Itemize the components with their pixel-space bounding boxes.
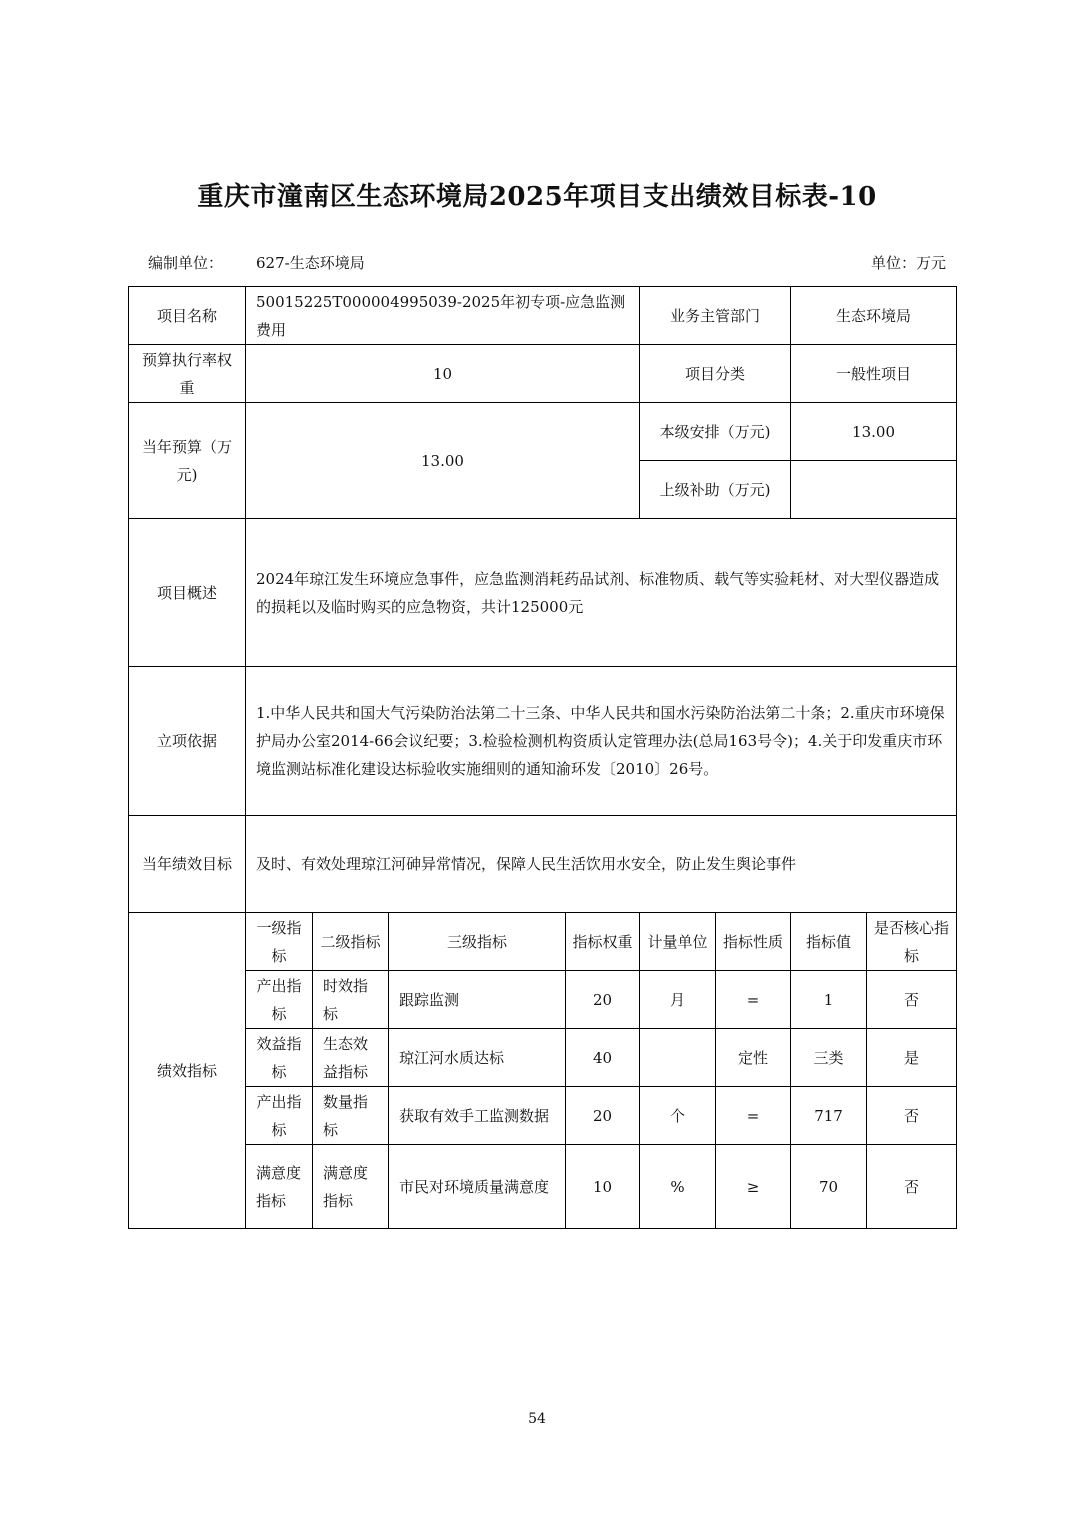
indicator-weight: 20 [566,1087,640,1145]
row-project-name [129,287,957,345]
indicator-core: 否 [867,971,957,1029]
project-name-label: 项目名称 [129,287,246,345]
basis-label: 立项依据 [129,667,246,816]
indicator-row [129,1087,957,1145]
row-overview [129,519,957,667]
indicator-level2: 时效指标 [313,971,389,1029]
header-level2: 二级指标 [313,913,389,971]
indicator-level1: 产出指标 [246,971,313,1029]
indicator-weight: 10 [566,1145,640,1229]
indicator-nature: 定性 [716,1029,791,1087]
header-value: 指标值 [791,913,867,971]
basis-value: 1.中华人民共和国大气污染防治法第二十三条、中华人民共和国水污染防治法第二十条；2.重庆市环境保护局办公室2014-66会议纪要；3.检验检测机构资质认定管理办法(总局163号令)；4.关于印发重庆市环境监测站标准化建设达标验收实施细则的通知渝环发〔2010〕26号。 [246,667,957,816]
budget-label: 当年预算（万元) [129,403,246,519]
indicator-core: 否 [867,1087,957,1145]
category-value: 一般性项目 [791,345,957,403]
indicator-core: 是 [867,1029,957,1087]
overview-label: 项目概述 [129,519,246,667]
weight-value: 10 [246,345,640,403]
row-goal [129,816,957,913]
category-label: 项目分类 [640,345,791,403]
indicator-level2: 满意度指标 [313,1145,389,1229]
budget-value: 13.00 [246,403,640,519]
indicator-weight: 20 [566,971,640,1029]
page-title: 重庆市潼南区生态环境局2025年项目支出绩效目标表-10 [197,182,877,212]
local-value: 13.00 [791,403,957,461]
indicator-row [129,1029,957,1087]
header-level3: 三级指标 [389,913,566,971]
upper-label: 上级补助（万元) [640,461,791,519]
weight-label: 预算执行率权重 [129,345,246,403]
goal-value: 及时、有效处理琼江河砷异常情况，保障人民生活饮用水安全，防止发生舆论事件 [246,816,957,913]
indicator-nature: = [716,971,791,1029]
indicator-level3: 市民对环境质量满意度 [389,1145,566,1229]
indicator-unit [640,1029,716,1087]
dept-label: 业务主管部门 [640,287,791,345]
project-name-value: 50015225T000004995039-2025年初专项-应急监测费用 [246,287,640,345]
upper-value [791,461,957,519]
indicator-level3: 琼江河水质达标 [389,1029,566,1087]
header-unit: 计量单位 [640,913,716,971]
indicator-level3: 获取有效手工监测数据 [389,1087,566,1145]
local-label: 本级安排（万元) [640,403,791,461]
indicator-core: 否 [867,1145,957,1229]
indicator-unit: 月 [640,971,716,1029]
unit-value: 627-生态环境局 [256,254,365,272]
indicator-level1: 满意度指标 [246,1145,313,1229]
indicator-unit: 个 [640,1087,716,1145]
indicator-unit: % [640,1145,716,1229]
goal-label: 当年绩效目标 [129,816,246,913]
indicator-value: 1 [791,971,867,1029]
indicator-level3: 跟踪监测 [389,971,566,1029]
indicator-value: 717 [791,1087,867,1145]
indicator-level1: 效益指标 [246,1029,313,1087]
header-weight: 指标权重 [566,913,640,971]
indicator-level2: 生态效益指标 [313,1029,389,1087]
indicator-header-row [129,913,957,971]
performance-target-table [128,286,957,1229]
indicator-nature: = [716,1087,791,1145]
row-weight [129,345,957,403]
indicator-nature: ≥ [716,1145,791,1229]
currency-unit: 单位：万元 [870,254,946,272]
unit-label: 编制单位： [148,254,224,272]
header-nature: 指标性质 [716,913,791,971]
row-basis [129,667,957,816]
indicator-row [129,971,957,1029]
dept-value: 生态环境局 [791,287,957,345]
page-number: 54 [528,1411,546,1427]
indicators-section-label: 绩效指标 [129,913,246,1229]
indicator-level1: 产出指标 [246,1087,313,1145]
overview-value: 2024年琼江发生环境应急事件，应急监测消耗药品试剂、标准物质、载气等实验耗材、对大型仪器造成的损耗以及临时购买的应急物资，共计125000元 [246,519,957,667]
indicator-row [129,1145,957,1229]
indicator-weight: 40 [566,1029,640,1087]
indicator-value: 70 [791,1145,867,1229]
row-budget-local [129,403,957,461]
header-core: 是否核心指标 [867,913,957,971]
header-level1: 一级指标 [246,913,313,971]
indicator-value: 三类 [791,1029,867,1087]
indicator-level2: 数量指标 [313,1087,389,1145]
